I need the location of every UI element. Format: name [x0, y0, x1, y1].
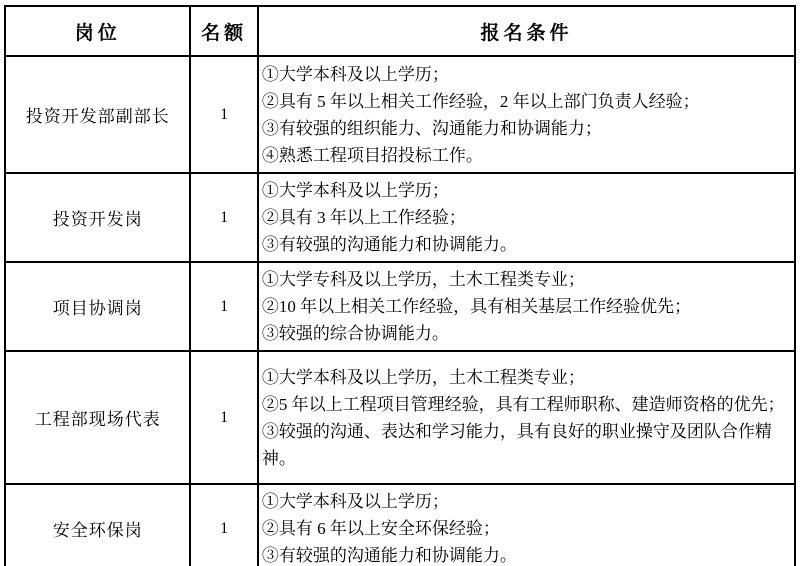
quota-cell: 1 [190, 262, 258, 351]
condition-line: ②具有 3 年以上工作经验； [261, 208, 466, 227]
condition-line: ①大学专科及以上学历，土木工程类专业； [261, 270, 585, 289]
condition-line: ③较强的综合协调能力。 [261, 324, 449, 343]
conditions-cell [258, 262, 795, 351]
condition-line: ③较强的沟通、表达和学习能力，具有良好的职业操守及团队合作精神。 [261, 421, 772, 468]
table-row [5, 351, 795, 484]
table-row [5, 484, 795, 566]
condition-line: ②10 年以上相关工作经验，具有相关基层工作经验优先； [261, 297, 692, 316]
position-cell: 工程部现场代表 [5, 351, 190, 484]
conditions-cell [258, 173, 795, 262]
header-conditions: 报名条件 [258, 6, 795, 56]
position-cell: 投资开发部副部长 [5, 56, 190, 173]
quota-cell: 1 [190, 173, 258, 262]
table-row [5, 56, 795, 173]
quota-cell: 1 [190, 484, 258, 566]
condition-line: ①大学本科及以上学历； [261, 64, 449, 84]
quota-cell: 1 [190, 351, 258, 484]
header-position: 岗位 [5, 6, 190, 56]
table-row [5, 262, 795, 351]
condition-line: ①大学本科及以上学历； [261, 492, 449, 511]
quota-cell: 1 [190, 56, 258, 173]
document-page [0, 5, 800, 566]
condition-line: ③有较强的沟通能力和协调能力。 [261, 546, 517, 565]
position-cell: 安全环保岗 [5, 484, 190, 566]
header-quota: 名额 [190, 6, 258, 56]
conditions-cell [258, 56, 795, 173]
position-cell: 投资开发岗 [5, 173, 190, 262]
table-row [5, 173, 795, 262]
table-header-row [5, 6, 795, 56]
conditions-cell [258, 351, 795, 484]
condition-line: ④熟悉工程项目招投标工作。 [261, 145, 483, 165]
condition-line: ②具有 6 年以上安全环保经验； [261, 519, 500, 538]
recruitment-table [4, 5, 796, 566]
condition-line: ①大学本科及以上学历，土木工程类专业； [261, 367, 585, 387]
condition-line: ③有较强的沟通能力和协调能力。 [261, 235, 517, 254]
condition-line: ②具有 5 年以上相关工作经验，2 年以上部门负责人经验； [261, 91, 700, 111]
condition-line: ②5 年以上工程项目管理经验，具有工程师职称、建造师资格的优先； [261, 394, 785, 414]
condition-line: ③有较强的组织能力、沟通能力和协调能力； [261, 118, 602, 138]
conditions-cell [258, 484, 795, 566]
condition-line: ①大学本科及以上学历； [261, 181, 449, 200]
position-cell: 项目协调岗 [5, 262, 190, 351]
